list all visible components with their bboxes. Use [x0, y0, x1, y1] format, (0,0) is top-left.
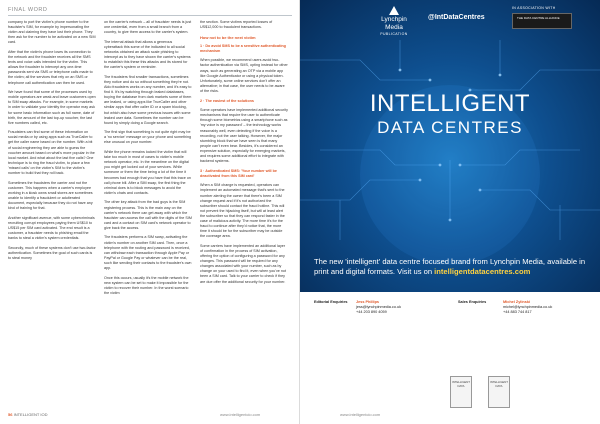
website-link[interactable]: intelligentdatacentres.com: [434, 267, 531, 276]
paragraph: Some carriers have implemented an additional layer of confirmation in the process of SIM activation, offering the option of configuring a password for any changes. This password will be required for any changes associated with your number, such as by change on your used to find it, even when you've not been a SIM card. Talk to your carrier to check if they are due offer the additional security for your number.: [200, 243, 286, 284]
article-column-3: [200, 20, 288, 289]
paragraph: on the carrier's network – all of fraudster needs is just one credential, even from a small branch from a country, to give them access to the carrier's system.: [104, 20, 192, 35]
footer-issue: IOD: [40, 412, 48, 417]
paragraph: Another significant avenue, with some cybercriminals recruiting corrupt employees paying them US$10 to US$15 per SIM card activated. The end result is a customer, a fraudster needs to phishing email the banks to steal a victim's system credentials.: [8, 215, 95, 241]
tip-heading: 1 · Do avoid SMS to be a sensitive authenticating mechanism: [200, 43, 286, 53]
paragraph: Sometimes the fraudsters the carrier and not the customer. This happens when a carrier's employee working in a kiosk owns small stores are sometimes unable to identify a fraudulent or adulterated document, especially because they do not have any kind of training for that.: [8, 180, 93, 211]
circuit-pattern: [300, 0, 600, 292]
paragraph: company to port the victim's phone number to the fraudster's SIM, for example by impersonating the victim and claiming they have lost their phone. They then ask for the number to be activated on a new SIM card.: [8, 20, 96, 45]
sales-email[interactable]: michel@lynchpinmedia.co.uk: [503, 305, 553, 310]
twitter-handle[interactable]: @IntDataCentres: [428, 14, 485, 21]
editorial-label: Editorial Enquiries: [314, 300, 348, 304]
article-column-1: [8, 20, 96, 265]
headline-line-2: DATA CENTRES: [377, 118, 523, 137]
editorial-contact: [356, 300, 401, 316]
paragraph: While the phone remains locked the victim that will take too much in most of cases to victim's mobile network operator, etc. In the meantime on the digital you might get locked out of your services. While someone or them the time being a lot of the time it becomes bad enough that you have that this trace on call phone bill. After a SIM swap, the first thing the criminal does is to block messages to avoid the victim's chats and contacts.: [104, 150, 191, 195]
tagline: [314, 257, 592, 277]
page-number: 56: [8, 412, 13, 417]
association-label: IN ASSOCIATION WITH: [512, 6, 556, 10]
editorial-email[interactable]: jess@lynchpinmedia.co.uk: [356, 305, 402, 310]
association-block: [512, 6, 594, 29]
paragraph: The fraudsters performs a SIM swap, activating the victim's number on another SIM card. Then, once a telephone with the routing and password is received, can withdraw each transaction through Apple Pay or PayPal or Google Pay or whatever can be the real, such like sending their contacts to the fraudster's own app.: [104, 235, 192, 271]
sales-name: Michel Zylinski: [503, 300, 531, 304]
editorial-phone: +44 203 890 4059: [356, 310, 387, 315]
paragraph: When possible, we recommend users avoid two-factor authentication via SMS, opting instead for other ways, such as generating an OTP via a mobile app like Google Authenticator or using a physical token. Unfortunately, some online services don't offer an alternative; in that case, the user needs to be aware of the risks.: [200, 58, 288, 93]
magazine-cover-thumbnail: INTELLIGENT DATA: [488, 376, 510, 408]
section-title: FINAL WORD: [8, 7, 48, 13]
sales-contact: [503, 300, 552, 316]
subheading: How not to be the next victim: [200, 34, 256, 40]
paragraph: The other key attack from the bad guys is the SIM registering process. This is the main way on the carrier's network there can get away with which the fraudster can access the call with the digits of the SIM card and a contact on SIM card's network operator to give back the access.: [104, 200, 192, 230]
footer-url[interactable]: www.intelligentcio.com: [220, 412, 261, 417]
paragraph: Some operators have implemented additional security mechanisms that require the user to authenticate through some biometrics using a smartphone such as 'my voice is my password' – the technology works reasonably well, even detecting if the voice is a recording, not the user talking. However, the major stumbling block that we have seen is that many people can't even bear. Besides, it's considered an expensive solution, especially for emerging markets, and requires some additional effort to integrate with backend systems.: [200, 108, 288, 164]
footer-url[interactable]: www.intelligentcio.com: [340, 412, 381, 417]
paragraph: The internal attack that allows a generous cyberattack this some of the indicated to all social networks obtained an attack scale phishing to intercept as to they have shown the carrier's systems to establish this these this attacks and its stored for the carrier's system or reminder.: [104, 39, 191, 70]
paragraph: the section. Some victims reported losses of US$12,000 to fraudulent transactions.: [200, 20, 273, 30]
header-rule: [8, 15, 292, 16]
headline-line-1: INTELLIGENT: [369, 90, 531, 117]
paragraph: The first sign that something is not quite right may be a 'no service' message on your phone and something else unusual on your number.: [104, 130, 192, 145]
paragraph: Once this occurs, usually it's the mobile network the new system can be set to make it impossible for the victim to recover their number. In the worst scenario the victim: [104, 275, 189, 295]
right-page-advert: [300, 0, 600, 424]
paragraph: When a SIM change is requested, operators can implement an automated message that's sent to the number alerting the owner that there's been a SIM change request and if it's not authorized the subscriber should contact the fraud hotline. This will not prevent the hijacking itself, but will at least alert the subscriber so that they can respond faster in the case of malicious activity. The more time it's for the fraud to continue after they'd notice that, the more time it should be for the subscriber may be outside the coverage area.: [200, 183, 285, 239]
logo-sub: PUBLICATION: [380, 32, 408, 36]
tip-heading: 2 · The easiest of the solutions: [200, 98, 254, 103]
footer-brand: INTELLIGENT: [13, 412, 40, 417]
tip-heading: 3 · Authenticated SMS: 'Your number will be deactivated from this SIM card': [200, 168, 277, 178]
paragraph: Secondly, much of these systems don't use two-factor authentication. Sometimes the goal of such cards is to steal money: [8, 245, 96, 260]
page-footer: [8, 412, 48, 417]
logo-line: Media: [385, 24, 403, 31]
triangle-icon: [389, 6, 399, 15]
publisher-logo[interactable]: [374, 6, 414, 36]
tagline-text: The new 'intelligent' data centre focused brand from Lynchpin Media, available in print and digital formats. Visit us on: [314, 257, 586, 276]
paragraph: The fraudsters find smaller transactions, sometimes they notice and do so without something they're not. Aldo fraudsters works on any number, and it's easy to find it. It's by watching through leaked databases, buying the database from dark markets some of them are leaked, or using apps like TrueCaller and other similar apps that offer caller ID or a spam blocking, but which also have some previous issues with some leaked user data. Sometimes the number can be found by simply doing a Google search.: [104, 74, 192, 125]
logo-line: Lynchpin: [381, 16, 407, 23]
paragraph: After that the victim's phone loses its connection to the network and the fraudster receives all the SMS texts and voice calls intended for the victim. This allows the fraudster to intercept any one-time passwords sent via SMS or telephone calls made to the victim; all the services that rely on an SMS or telephone call authentication can then be used.: [8, 49, 93, 85]
magazine-cover-thumbnail: INTELLIGENT DATA: [450, 376, 472, 408]
sales-phone: +44 883 744 817: [503, 310, 532, 315]
editorial-name: Jess Phillips: [356, 300, 380, 304]
partner-logo[interactable]: THE DATA CENTRE ALLIANCE: [512, 13, 572, 29]
paragraph: Fraudsters can find some of these information on social media or by using apps such as TrueCaller to get the caller name based on the number. With a bit of social engineering they are able to guess the voucher amount based on what's more popular in the local market. And what about the last five calls? One technique is to ring the fraud victim, to place a few 'missed calls' on the victim's SIM to the victim's number to build that they roll back.: [8, 130, 95, 176]
paragraph: We have found that some of the processes used by mobile operators are weak and leave customers open to SIM swap attacks. For example, in some markets in order to validate your identity the operator may ask for some basic information such as full name, date of birth, the amount of the last top-up voucher, the last five numbers called, etc.: [8, 90, 96, 125]
article-column-2: [104, 20, 192, 301]
sales-label: Sales Enquiries: [458, 300, 487, 304]
